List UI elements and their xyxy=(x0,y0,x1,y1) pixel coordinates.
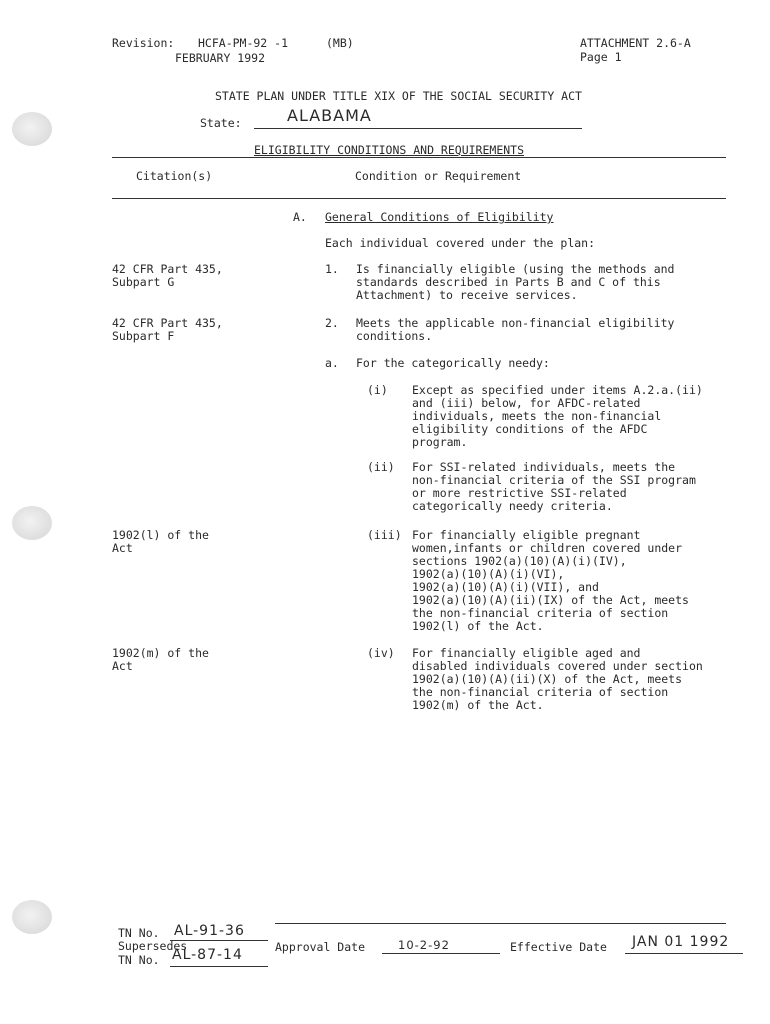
tn2-label: TN No. xyxy=(118,953,160,967)
tn2-underline xyxy=(170,966,268,967)
effective-date-value: JAN 01 1992 xyxy=(632,934,730,950)
revision-label: Revision: xyxy=(112,36,175,50)
item-iii-number: (iii) xyxy=(367,528,402,542)
section-a-heading: General Conditions of Eligibility xyxy=(325,210,554,224)
approval-date-underline xyxy=(382,953,500,954)
punch-hole-bottom xyxy=(12,900,52,934)
state-value: ALABAMA xyxy=(287,106,372,125)
citation-1902l: 1902(l) of the Act xyxy=(112,528,209,555)
footer-top-rule xyxy=(275,923,726,924)
approval-date-label: Approval Date xyxy=(275,940,366,954)
punch-hole-middle xyxy=(12,506,52,540)
supersedes-label: Supersedes xyxy=(118,939,188,953)
revision-code: HCFA-PM-92 -1 xyxy=(198,36,289,50)
section-a-letter: A. xyxy=(293,210,307,224)
item-iii-text: For financially eligible pregnant women,infants or children covered under sections 1902(a)(10)(A)(i)(IV), 1902(a)(10)(A)(i)(VI), 1902(a)(10)(A)(i)(VII), and 1902(a)(10)(A)(ii)(IX) of the Act, meets the non-financial criteria of section 1902(l) of the Act. xyxy=(412,528,689,633)
item-i-text: Except as specified under items A.2.a.(ii) and (iii) below, for AFDC-related individuals, meets the non-financial eligibility conditions of the AFDC program. xyxy=(412,383,703,449)
condition-column-header: Condition or Requirement xyxy=(355,169,522,183)
approval-date-value: 10-2-92 xyxy=(398,938,450,952)
item-iv-number: (iv) xyxy=(367,646,395,660)
state-label: State: xyxy=(200,116,242,130)
page-number: Page 1 xyxy=(580,50,622,64)
section-rule xyxy=(112,157,726,158)
punch-hole-top xyxy=(12,112,52,146)
citation-42cfr-subpart-g: 42 CFR Part 435, Subpart G xyxy=(112,262,223,289)
revision-date: FEBRUARY 1992 xyxy=(175,51,266,65)
state-underline xyxy=(254,128,582,129)
tn-value: AL-91-36 xyxy=(174,923,245,939)
item-2-text: Meets the applicable non-financial eligibility conditions. xyxy=(356,316,675,343)
effective-date-underline xyxy=(625,953,743,954)
revision-type: (MB) xyxy=(326,36,354,50)
item-2-number: 2. xyxy=(325,316,339,330)
item-a-text: For the categorically needy: xyxy=(356,356,550,370)
item-1-number: 1. xyxy=(325,262,339,276)
document-title: STATE PLAN UNDER TITLE XIX OF THE SOCIAL SECURITY ACT xyxy=(215,89,582,103)
citation-1902m: 1902(m) of the Act xyxy=(112,646,209,673)
item-ii-number: (ii) xyxy=(367,460,395,474)
item-i-number: (i) xyxy=(367,383,388,397)
column-header-rule xyxy=(112,198,726,199)
effective-date-label: Effective Date xyxy=(510,940,607,954)
citation-column-header: Citation(s) xyxy=(136,169,213,183)
section-a-intro: Each individual covered under the plan: xyxy=(325,236,596,250)
citation-42cfr-subpart-f: 42 CFR Part 435, Subpart F xyxy=(112,316,223,343)
item-ii-text: For SSI-related individuals, meets the non-financial criteria of the SSI program or more restrictive SSI-related categorically needy criteria. xyxy=(412,460,696,513)
tn2-value: AL-87-14 xyxy=(172,947,243,963)
tn-label: TN No. xyxy=(118,926,160,940)
item-a-letter: a. xyxy=(325,356,339,370)
item-iv-text: For financially eligible aged and disabled individuals covered under section 1902(a)(10)(A)(ii)(X) of the Act, meets the non-financial criteria of section 1902(m) of the Act. xyxy=(412,646,703,712)
item-1-text: Is financially eligible (using the methods and standards described in Parts B and C of this Attachment) to receive services. xyxy=(356,262,675,302)
attachment-number: ATTACHMENT 2.6-A xyxy=(580,36,691,50)
section-title: ELIGIBILITY CONDITIONS AND REQUIREMENTS xyxy=(254,143,525,157)
